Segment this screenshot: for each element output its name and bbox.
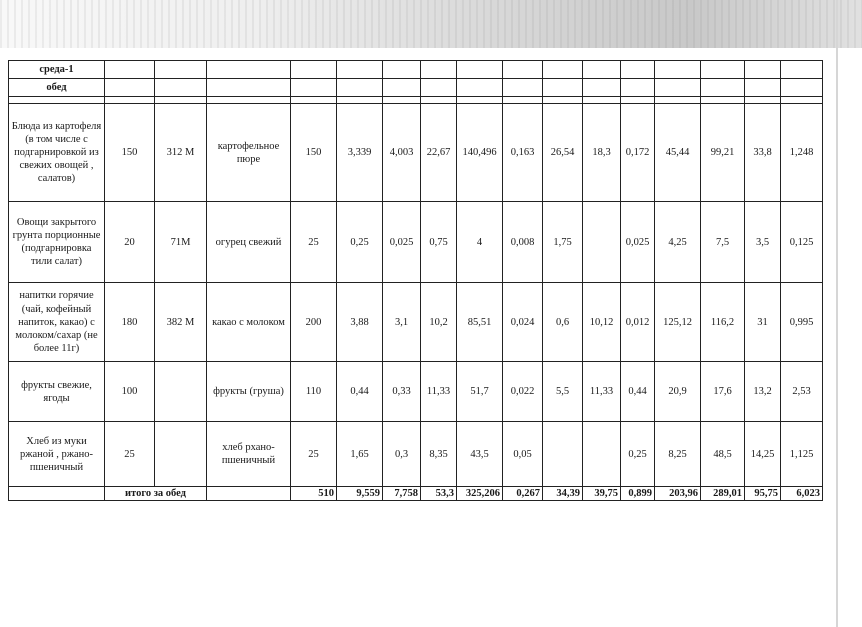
value-cell: 0,6 (543, 283, 583, 362)
value-cell: 4 (457, 202, 503, 283)
value-cell: 116,2 (701, 283, 745, 362)
value-cell: 0,012 (621, 283, 655, 362)
value-cell: 0,75 (421, 202, 457, 283)
yield-cell: 25 (291, 202, 337, 283)
value-cell: 17,6 (701, 362, 745, 422)
portion-cell: 20 (105, 202, 155, 283)
table-row (9, 283, 823, 362)
recipe-cell: 312 М (155, 104, 207, 202)
recipe-cell (155, 422, 207, 487)
recipe-cell: 71М (155, 202, 207, 283)
recipe-cell (155, 362, 207, 422)
value-cell: 125,12 (655, 283, 701, 362)
value-cell: 10,12 (583, 283, 621, 362)
total-value: 0,899 (621, 487, 655, 501)
total-value: 203,96 (655, 487, 701, 501)
dish-name: картофельное пюре (207, 104, 291, 202)
value-cell: 11,33 (421, 362, 457, 422)
value-cell: 13,2 (745, 362, 781, 422)
value-cell: 1,125 (781, 422, 823, 487)
total-value: 289,01 (701, 487, 745, 501)
value-cell: 0,025 (383, 202, 421, 283)
table-row (9, 104, 823, 202)
header-day-row (9, 61, 823, 79)
value-cell: 4,003 (383, 104, 421, 202)
portion-cell: 150 (105, 104, 155, 202)
value-cell: 3,5 (745, 202, 781, 283)
total-value: 39,75 (583, 487, 621, 501)
value-cell: 8,25 (655, 422, 701, 487)
category-name: фрукты свежие, ягоды (9, 362, 105, 422)
value-cell (583, 202, 621, 283)
page-edge (836, 0, 838, 627)
value-cell: 48,5 (701, 422, 745, 487)
value-cell: 22,67 (421, 104, 457, 202)
value-cell: 7,5 (701, 202, 745, 283)
value-cell: 0,25 (337, 202, 383, 283)
blank-row (9, 97, 823, 104)
portion-cell: 100 (105, 362, 155, 422)
value-cell: 0,163 (503, 104, 543, 202)
dish-name: огурец свежий (207, 202, 291, 283)
total-yield: 510 (291, 487, 337, 501)
recipe-cell: 382 М (155, 283, 207, 362)
value-cell (543, 422, 583, 487)
yield-cell: 150 (291, 104, 337, 202)
scan-shadow (0, 0, 862, 48)
value-cell: 3,339 (337, 104, 383, 202)
value-cell: 45,44 (655, 104, 701, 202)
value-cell: 10,2 (421, 283, 457, 362)
total-value: 95,75 (745, 487, 781, 501)
value-cell: 1,248 (781, 104, 823, 202)
menu-table (8, 60, 823, 501)
dish-name: какао с молоком (207, 283, 291, 362)
category-name: Хлеб из муки ржаной , ржано-пшеничный (9, 422, 105, 487)
value-cell: 0,024 (503, 283, 543, 362)
total-value: 34,39 (543, 487, 583, 501)
value-cell: 8,35 (421, 422, 457, 487)
portion-cell: 180 (105, 283, 155, 362)
table-row (9, 362, 823, 422)
total-value: 7,758 (383, 487, 421, 501)
total-label: итого за обед (105, 487, 207, 501)
value-cell: 0,025 (621, 202, 655, 283)
total-row (9, 487, 823, 501)
day-label: среда-1 (9, 61, 105, 79)
value-cell: 18,3 (583, 104, 621, 202)
value-cell: 0,33 (383, 362, 421, 422)
value-cell: 43,5 (457, 422, 503, 487)
value-cell: 0,44 (337, 362, 383, 422)
value-cell: 0,022 (503, 362, 543, 422)
yield-cell: 110 (291, 362, 337, 422)
value-cell: 3,1 (383, 283, 421, 362)
value-cell (583, 422, 621, 487)
value-cell: 1,65 (337, 422, 383, 487)
value-cell: 0,125 (781, 202, 823, 283)
dish-name: фрукты (груша) (207, 362, 291, 422)
value-cell: 33,8 (745, 104, 781, 202)
value-cell: 0,44 (621, 362, 655, 422)
value-cell: 1,75 (543, 202, 583, 283)
header-meal-row (9, 79, 823, 97)
portion-cell: 25 (105, 422, 155, 487)
total-value: 6,023 (781, 487, 823, 501)
category-name: Блюда из картофеля (в том числе с подгарнировкой из свежих овощей , салатов) (9, 104, 105, 202)
total-value: 0,267 (503, 487, 543, 501)
total-value: 9,559 (337, 487, 383, 501)
value-cell: 0,008 (503, 202, 543, 283)
yield-cell: 25 (291, 422, 337, 487)
value-cell: 0,25 (621, 422, 655, 487)
table-row (9, 422, 823, 487)
value-cell: 140,496 (457, 104, 503, 202)
value-cell: 11,33 (583, 362, 621, 422)
value-cell: 5,5 (543, 362, 583, 422)
total-value: 53,3 (421, 487, 457, 501)
value-cell: 0,05 (503, 422, 543, 487)
category-name: Овощи закрытого грунта порционные (подгарнировка тили салат) (9, 202, 105, 283)
value-cell: 26,54 (543, 104, 583, 202)
value-cell: 0,172 (621, 104, 655, 202)
value-cell: 85,51 (457, 283, 503, 362)
value-cell: 0,3 (383, 422, 421, 487)
yield-cell: 200 (291, 283, 337, 362)
total-value: 325,206 (457, 487, 503, 501)
value-cell: 99,21 (701, 104, 745, 202)
value-cell: 31 (745, 283, 781, 362)
value-cell: 4,25 (655, 202, 701, 283)
table-row (9, 202, 823, 283)
category-name: напитки горячие (чай, кофейный напиток, какао) с молоком/сахар (не более 11г) (9, 283, 105, 362)
value-cell: 14,25 (745, 422, 781, 487)
dish-name: хлеб рхано-пшеничный (207, 422, 291, 487)
value-cell: 2,53 (781, 362, 823, 422)
value-cell: 3,88 (337, 283, 383, 362)
meal-label: обед (9, 79, 105, 97)
value-cell: 0,995 (781, 283, 823, 362)
value-cell: 51,7 (457, 362, 503, 422)
value-cell: 20,9 (655, 362, 701, 422)
